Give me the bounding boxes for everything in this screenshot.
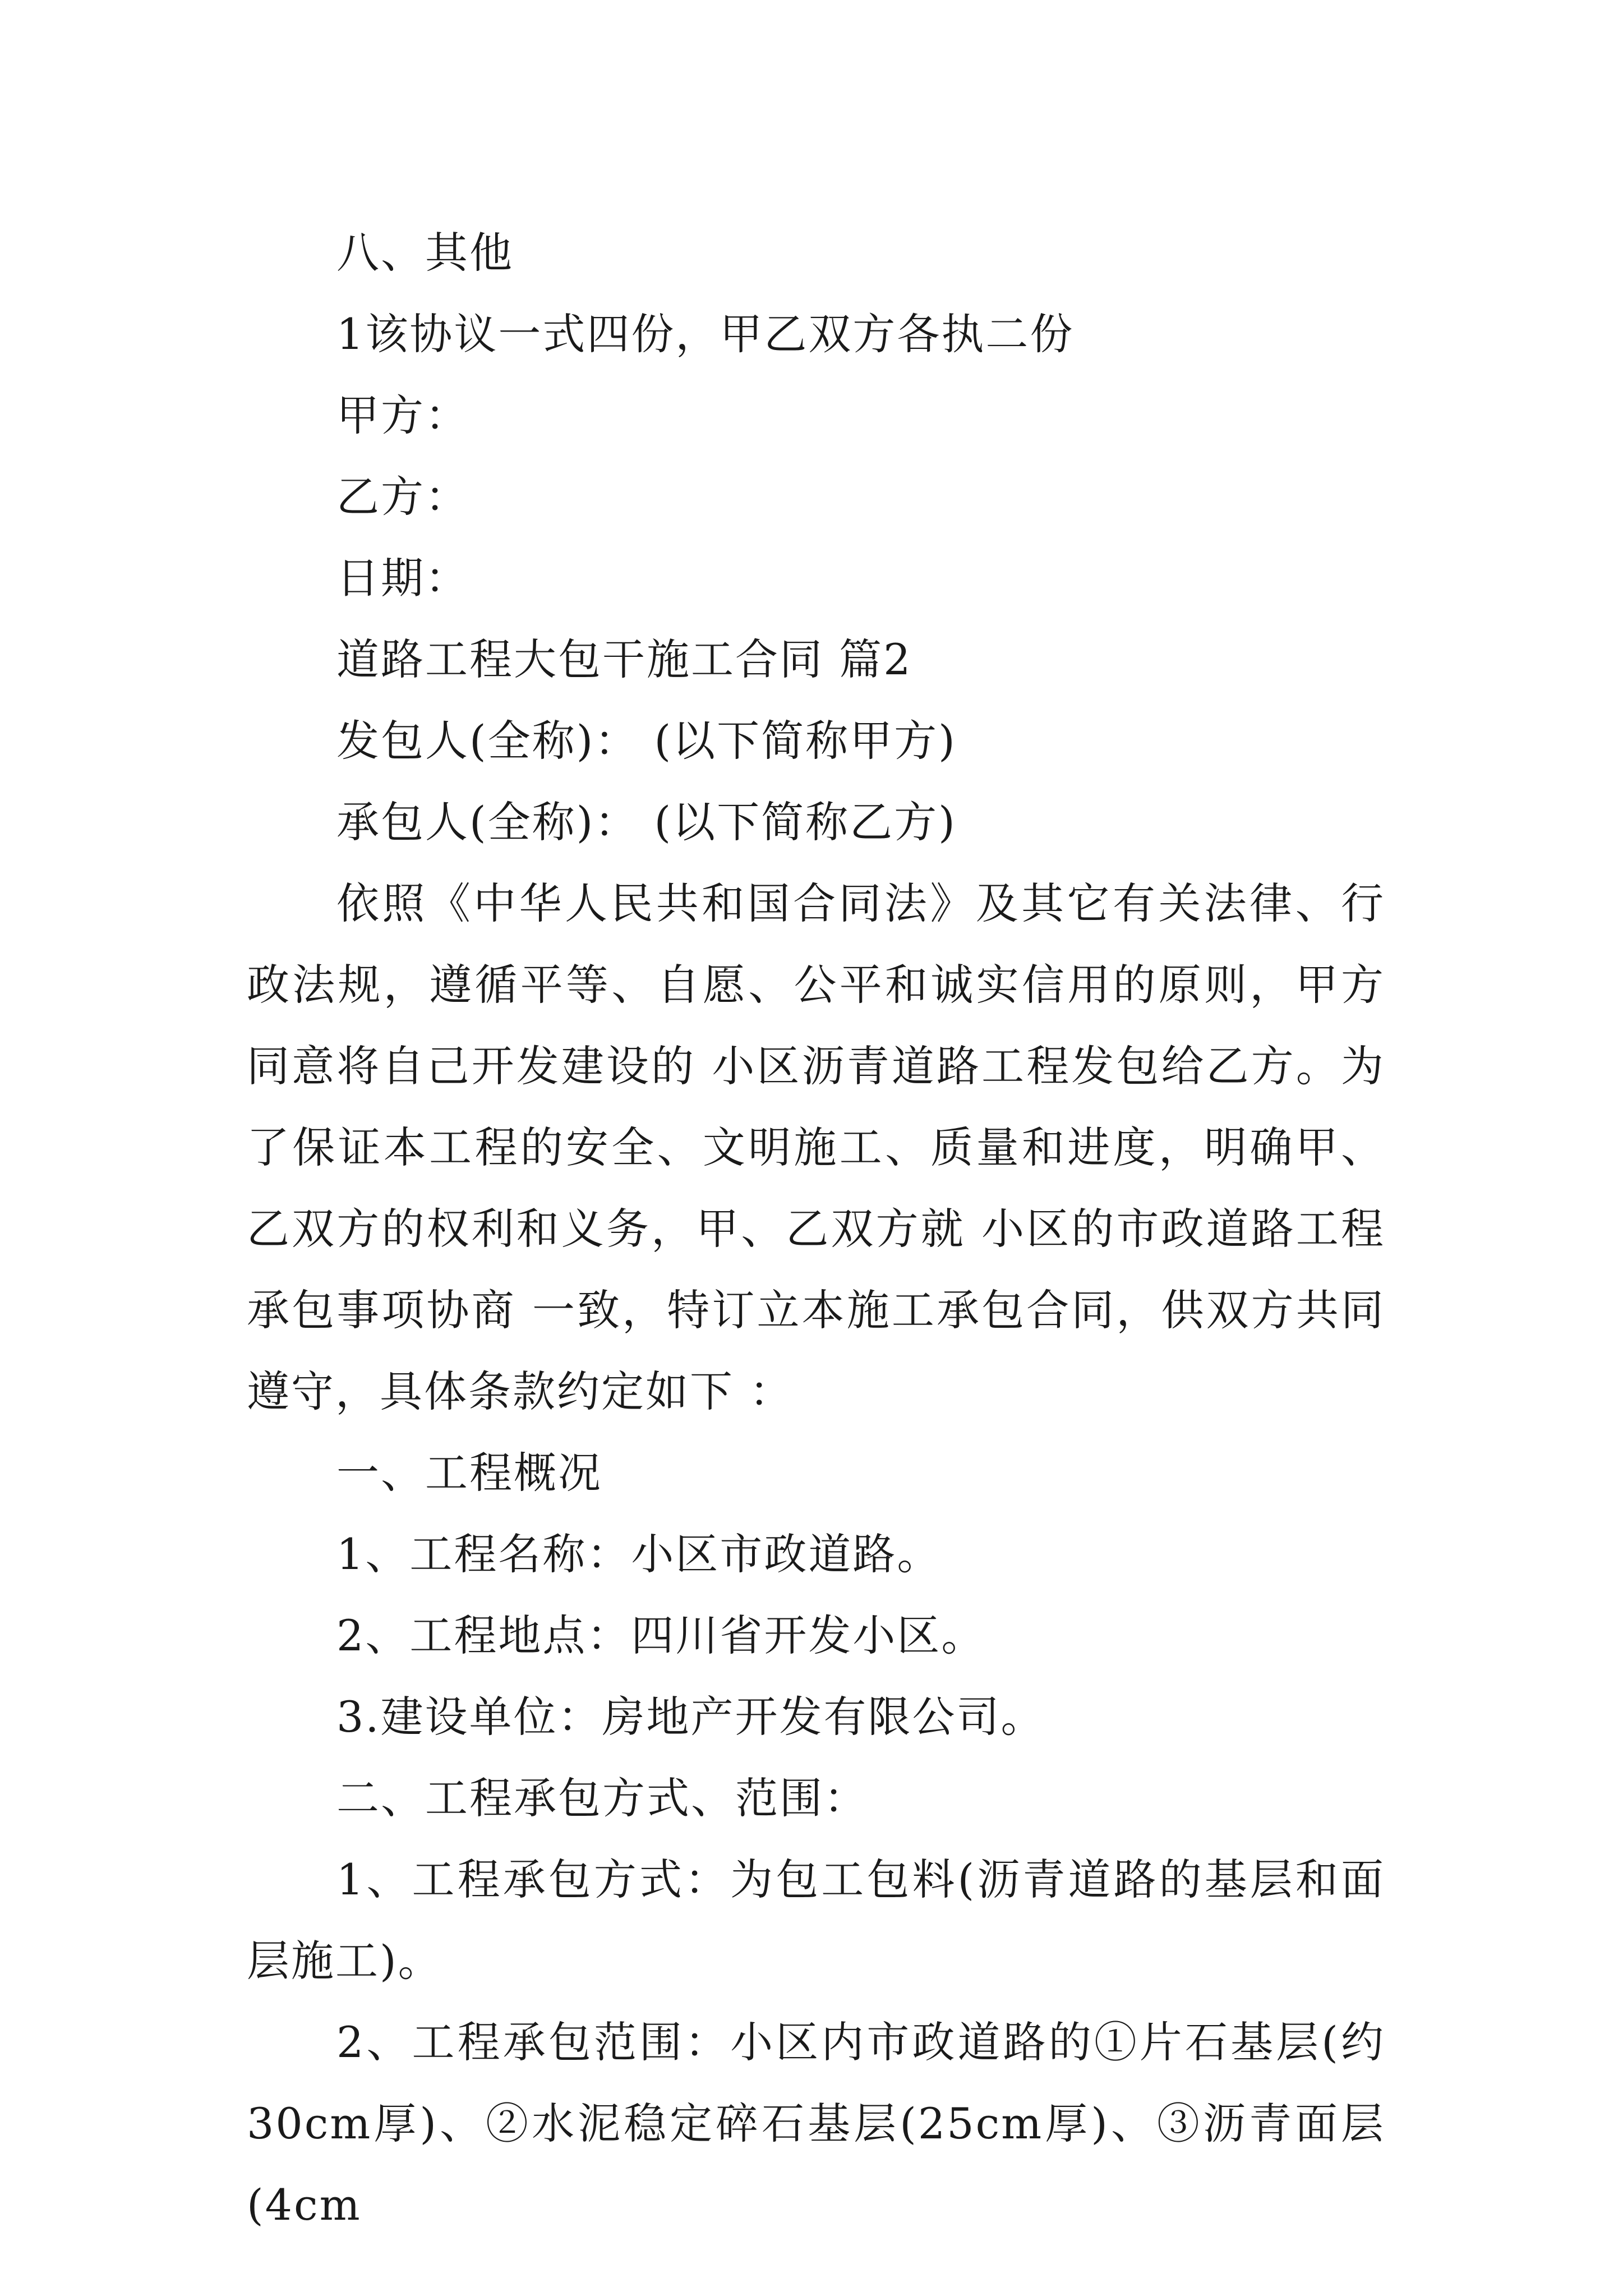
preamble-paragraph: 依照《中华人民共和国合同法》及其它有关法律、行政法规，遵循平等、自愿、公平和诚实信用的原则，甲方同意将自己开发建设的 小区沥青道路工程发包给乙方。为了保证本工程的安全、文明施工、质量和进度，明确甲、乙双方的权利和义务，甲、乙双方就 小区的市政道路工程承包事项协商 一致，特订立本施工承包合同，供双方共同遵守，具体条款约定如下 ： xyxy=(247,878,1385,1416)
paragraph-copies: 1该协议一式四份，甲乙双方各执二份 xyxy=(336,309,1075,359)
section-heading-scope: 二、工程承包方式、范围： xyxy=(336,1773,868,1823)
employer-line: 发包人(全称)： (以下简称甲方) xyxy=(336,716,957,766)
document-body xyxy=(247,212,1385,2246)
contract-title: 道路工程大包干施工合同 篇2 xyxy=(336,634,912,684)
contract-method-paragraph: 1、工程承包方式：为包工包料(沥青道路的基层和面层施工)。 xyxy=(247,1855,1385,1986)
project-location-line: 2、工程地点：四川省开发小区。 xyxy=(336,1611,986,1660)
project-name-line: 1、工程名称：小区市政道路。 xyxy=(336,1529,942,1579)
party-b-line: 乙方： xyxy=(336,472,469,522)
construction-unit-line: 3.建设单位：房地产开发有限公司。 xyxy=(336,1692,1045,1742)
date-line: 日期： xyxy=(336,553,469,603)
party-a-line: 甲方： xyxy=(336,390,469,440)
section-heading-overview: 一、工程概况 xyxy=(336,1448,602,1498)
contract-scope-paragraph: 2、工程承包范围：小区内市政道路的①片石基层(约30cm厚)、②水泥稳定碎石基层(25cm厚)、③沥青面层(4cm xyxy=(247,2017,1385,2230)
section-heading-other: 八、其他 xyxy=(336,228,514,278)
contractor-line: 承包人(全称)： (以下简称乙方) xyxy=(336,797,957,847)
